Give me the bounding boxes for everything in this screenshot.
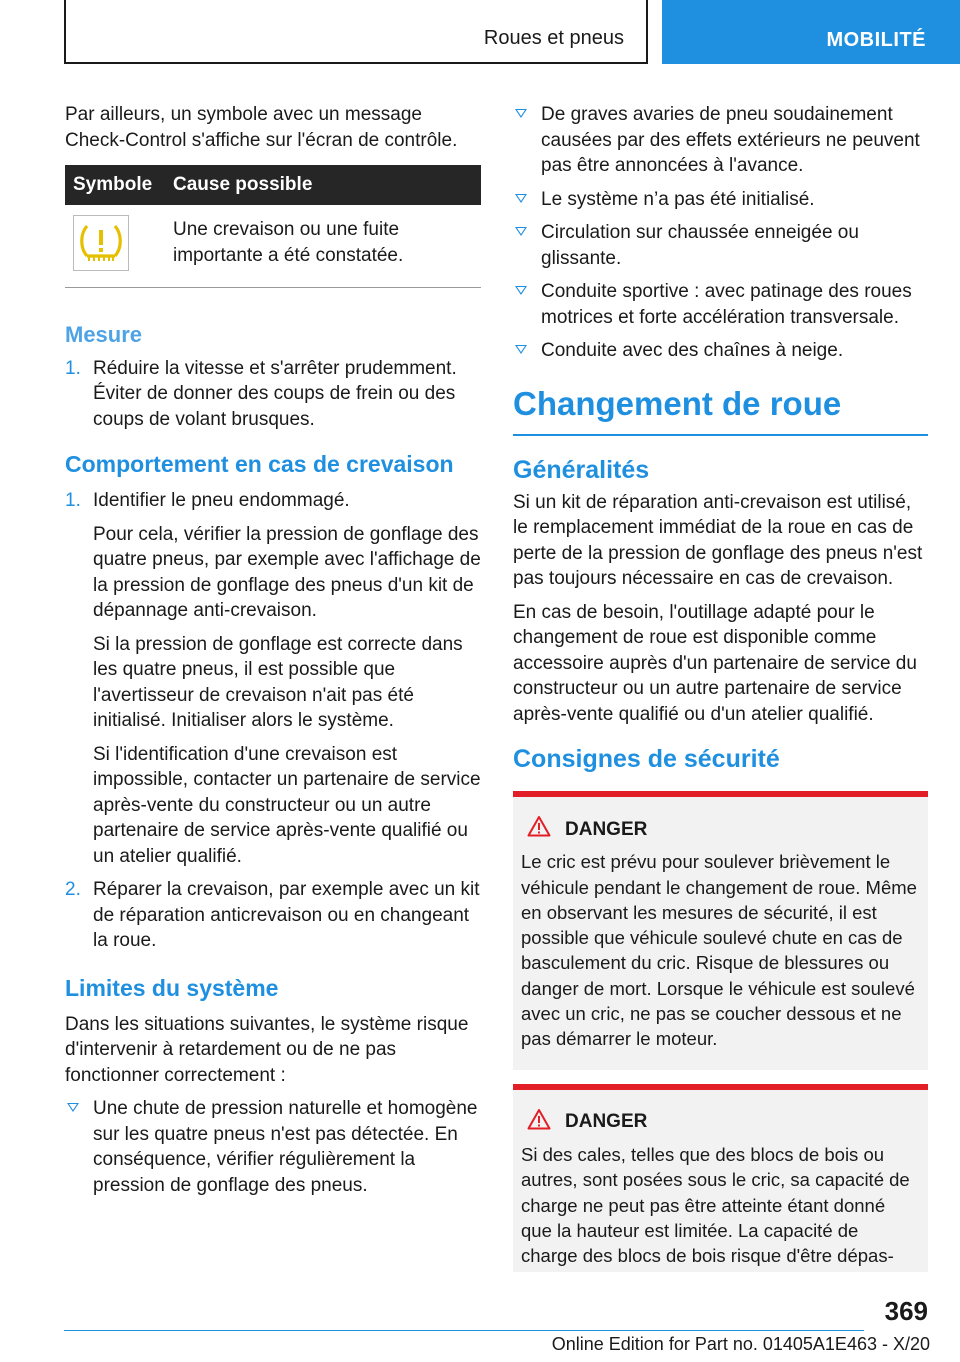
- bullet-triangle-icon: [515, 286, 527, 295]
- list-item: [513, 220, 928, 271]
- limites-intro: Dans les situations suivantes, le système risque d'intervenir à retardement ou de ne pas fonctionner correctement :: [65, 1013, 469, 1086]
- bullet-triangle-icon: [515, 227, 527, 236]
- footer-edition: Online Edition for Part no. 01405A1E463 - X/20: [551, 1334, 930, 1354]
- danger-title: [521, 1108, 920, 1136]
- table-header-cause: Cause possible: [165, 165, 481, 205]
- list-item: [513, 279, 928, 330]
- header-chapter-tab: [662, 0, 960, 64]
- danger-text: Le cric est prévu pour soulever brièvement le véhicule pendant le changement de roue. Même en observant les mesures de sécurité, il est possible que véhicule soulevé chute en cas de basculement du cric. Risque de blessures ou danger de mort. Lorsque le véhicule est soulevé avec un cric, ne pas se coucher dessous et ne pas démarrer le moteur.: [521, 851, 917, 1050]
- step-paragraph: Si l'identification d'une crevaison est impossible, contacter un partenaire de service après-vente du constructeur ou un autre partenaire de service après-vente qualifié ou un atelier qualifié.: [93, 743, 481, 867]
- danger-label: DANGER: [565, 818, 648, 840]
- bullet-triangle-icon: [515, 109, 527, 118]
- footer-divider: [64, 1330, 864, 1331]
- tire-pressure-warning-icon: [73, 215, 129, 271]
- warning-triangle-icon: [527, 815, 551, 843]
- step-text: Réparer la crevaison, par exemple avec un kit de réparation anticrevaison ou en changeant la roue.: [93, 879, 480, 951]
- danger-text: Si des cales, telles que des blocs de bois ou autres, sont posées sous le cric, sa capacité de charge ne peut pas être atteinte étant donné que la hauteur est limitée. La capacité de charge des blocs de bois risque d'être dépas-: [521, 1143, 910, 1267]
- bullet-triangle-icon: [67, 1103, 79, 1112]
- step-paragraph: Si la pression de gonflage est correcte dans les quatre pneus, il est possible que l'avertisseur de crevaison n'ait pas été initialisé. Initialiser alors le système.: [93, 633, 463, 731]
- step-text: Identifier le pneu endommagé.: [93, 490, 350, 511]
- intro-paragraph: Par ailleurs, un symbole avec un message Check-Control s'affiche sur l'écran de contrôle.: [65, 104, 458, 151]
- heading-consignes: Consignes de sécurité: [513, 745, 780, 773]
- step-number: 1.: [65, 490, 81, 511]
- bullet-triangle-icon: [515, 345, 527, 354]
- step-number: 2.: [65, 879, 81, 900]
- step-paragraph: Pour cela, vérifier la pression de gonflage des quatre pneus, par exemple avec l'affichage de la pression de gonflage des pneus d'un kit de dépannage anti-crevaison.: [93, 523, 481, 621]
- comportement-list: [65, 488, 481, 954]
- list-item: [65, 356, 481, 433]
- generalites-paragraph: Si un kit de réparation anti-crevaison est utilisé, le remplacement immédiat de la roue en cas de perte de la pression de gonflage des pneus n'est pas toujours nécessaire en cas de crevaison.: [513, 491, 923, 589]
- list-item: [65, 877, 481, 954]
- header-section-box: [64, 0, 648, 64]
- bullet-text: Circulation sur chaussée enneigée ou glissante.: [541, 222, 859, 269]
- header-chapter-title: MOBILITÉ: [826, 29, 926, 51]
- danger-title: [521, 815, 920, 843]
- list-item: [65, 1096, 481, 1198]
- symbol-cell: [65, 205, 165, 288]
- mesure-list: [65, 356, 481, 433]
- heading-changement-de-roue: Changement de roue: [513, 384, 928, 436]
- list-item: [513, 102, 928, 179]
- table-row: [65, 205, 481, 288]
- list-item: [513, 338, 928, 364]
- danger-label: DANGER: [565, 1111, 648, 1133]
- heading-limites: Limites du système: [65, 974, 279, 1001]
- symbol-table: [65, 165, 481, 288]
- list-item: [65, 488, 481, 869]
- page-number: 369: [884, 1296, 928, 1326]
- limites-list: [65, 1096, 481, 1198]
- right-column: [513, 102, 928, 1286]
- cause-cell: Une crevaison ou une fuite importante a été constatée.: [165, 205, 481, 288]
- generalites-paragraph: En cas de besoin, l'outillage adapté pour le changement de roue est disponible comme accessoire auprès d'un partenaire de service du constructeur ou un autre partenaire de service après-vente qualifié ou d'un atelier qualifié.: [513, 601, 917, 725]
- warning-triangle-icon: [527, 1108, 551, 1136]
- bullet-text: Le système n’a pas été initialisé.: [541, 188, 815, 210]
- heading-generalites: Généralités: [513, 455, 650, 484]
- bullet-triangle-icon: [515, 194, 527, 203]
- table-header-symbol: Symbole: [65, 165, 165, 205]
- step-number: 1.: [65, 357, 81, 379]
- heading-mesure: Mesure: [65, 322, 143, 347]
- danger-box: [513, 791, 928, 1070]
- bullet-text: Conduite avec des chaînes à neige.: [541, 340, 844, 361]
- step-text: Réduire la vitesse et s'arrêter prudemment. Éviter de donner des coups de frein ou des coups de volant brusques.: [93, 357, 457, 430]
- bullet-text: Conduite sportive : avec patinage des roues motrices et forte accélération transversale.: [541, 281, 912, 328]
- bullet-text: De graves avaries de pneu soudainement causées par des effets extérieurs ne peuvent pas être annoncées à l'avance.: [541, 104, 920, 176]
- header-section-title: Roues et pneus: [483, 27, 624, 49]
- list-item: [513, 187, 928, 213]
- limites-list-continued: [513, 102, 928, 364]
- left-column: [65, 102, 481, 1214]
- heading-comportement: Comportement en cas de crevaison: [65, 451, 454, 477]
- bullet-text: Une chute de pression naturelle et homogène sur les quatre pneus n'est pas détectée. En conséquence, vérifier régulièrement la pression de gonflage des pneus.: [93, 1098, 478, 1196]
- danger-box: [513, 1084, 928, 1273]
